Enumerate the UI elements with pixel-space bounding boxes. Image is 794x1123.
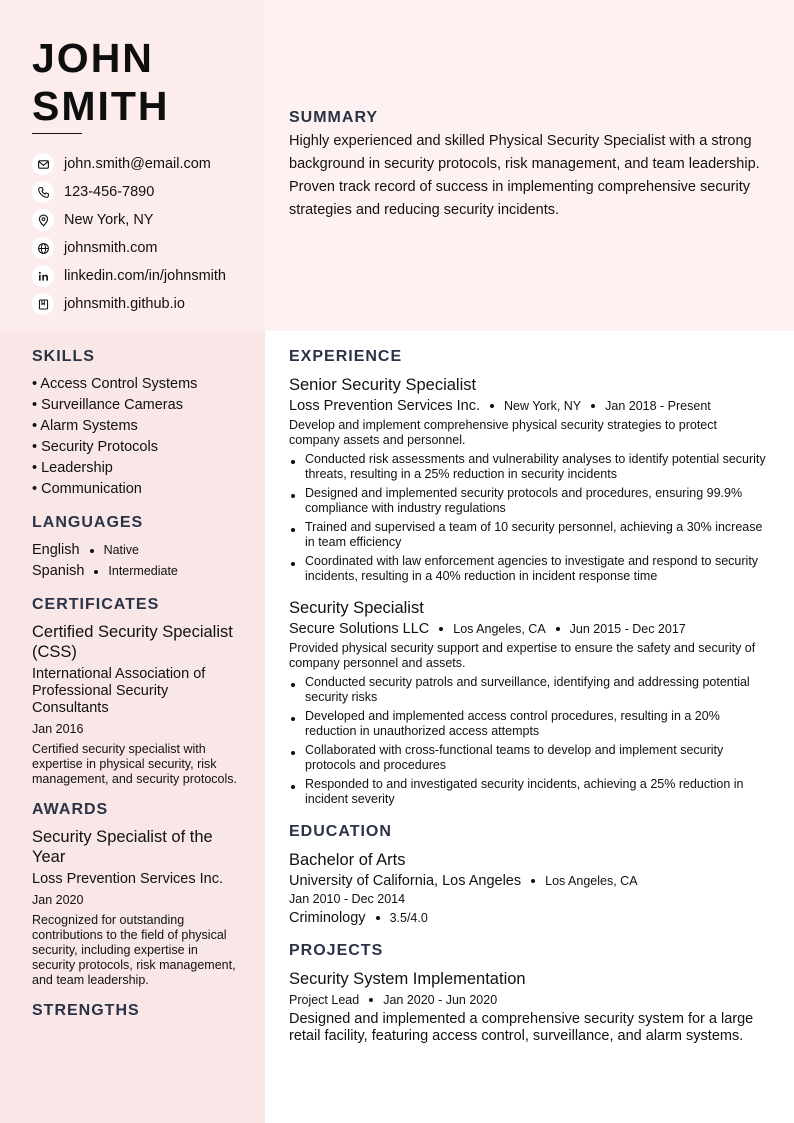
name-line-1: JOHN	[32, 35, 154, 81]
skill-item: • Security Protocols	[32, 439, 158, 455]
education-school-row	[289, 873, 769, 889]
skill-item: • Leadership	[32, 460, 113, 476]
skill-item: • Alarm Systems	[32, 418, 138, 434]
bookmark-icon	[32, 293, 54, 315]
projects-section	[289, 942, 769, 1045]
separator-dot	[376, 916, 380, 920]
contact-location	[32, 206, 226, 234]
project-role: Project Lead	[289, 993, 360, 1007]
education-title: EDUCATION	[289, 823, 392, 840]
language-level: Intermediate	[108, 564, 178, 578]
strengths-title: STRENGTHS	[32, 1002, 140, 1019]
job-description: Provided physical security support and expertise to ensure the safety and security of company personnel and assets.	[289, 641, 756, 670]
job-company: Secure Solutions LLC	[289, 621, 430, 637]
education-gpa: 3.5/4.0	[389, 911, 428, 925]
education-field: Criminology	[289, 910, 366, 926]
education-school: University of California, Los Angeles	[289, 873, 522, 889]
linkedin-icon	[32, 265, 54, 287]
education-location: Los Angeles, CA	[545, 874, 638, 888]
separator-dot	[369, 998, 373, 1002]
location-pin-icon	[32, 209, 54, 231]
experience-title: EXPERIENCE	[289, 348, 403, 365]
language-name: Spanish	[32, 563, 85, 579]
job-title: Security Specialist	[289, 599, 424, 617]
awards-title: AWARDS	[32, 801, 109, 818]
certificates-section	[32, 596, 237, 787]
language-item	[32, 561, 237, 582]
language-item	[32, 540, 237, 561]
experience-section	[289, 348, 769, 807]
languages-title: LANGUAGES	[32, 514, 144, 531]
contact-linkedin-text: linkedin.com/in/johnsmith	[64, 268, 226, 284]
phone-icon	[32, 181, 54, 203]
job-bullet: Trained and supervised a team of 10 security personnel, achieving a 30% increase in team efficiency	[289, 520, 769, 550]
separator-dot	[490, 404, 494, 408]
job-meta	[289, 621, 769, 637]
job-bullet: Responded to and investigated security incidents, achieving a 25% reduction in incident severity	[289, 777, 769, 807]
language-name: English	[32, 542, 80, 558]
education-dates: Jan 2010 - Dec 2014	[289, 892, 406, 906]
job-bullets	[289, 452, 769, 584]
project-dates: Jan 2020 - Jun 2020	[383, 993, 498, 1007]
job-bullet: Developed and implemented access control procedures, resulting in a 20% reduction in unauthorized access attempts	[289, 709, 769, 739]
contact-email[interactable]	[32, 150, 226, 178]
job-bullet: Designed and implemented security protocols and procedures, ensuring 99.9% compliance with industry regulations	[289, 486, 769, 516]
contact-phone-text: 123-456-7890	[64, 184, 155, 200]
job-bullet: Conducted security patrols and surveillance, identifying and addressing potential security risks	[289, 675, 769, 705]
job-entry	[289, 375, 769, 584]
separator-dot	[556, 627, 560, 631]
contact-github[interactable]	[32, 290, 226, 318]
job-bullet: Coordinated with law enforcement agencies to investigate and respond to security incidents, resulting in a 40% reduction in incident response time	[289, 554, 769, 584]
skills-section	[32, 348, 237, 500]
summary-title: SUMMARY	[289, 109, 379, 126]
award-issuer: Loss Prevention Services Inc.	[32, 871, 224, 887]
projects-title: PROJECTS	[289, 942, 384, 959]
contact-phone[interactable]	[32, 178, 226, 206]
left-column	[32, 348, 237, 1034]
contact-website[interactable]	[32, 234, 226, 262]
award-name: Security Specialist of the Year	[32, 828, 213, 866]
right-column	[289, 348, 769, 1061]
name-underline	[32, 133, 82, 134]
contact-location-text: New York, NY	[64, 212, 154, 228]
job-title: Senior Security Specialist	[289, 376, 477, 394]
certificate-issuer: International Association of Professional Security Consultants	[32, 666, 206, 716]
project-title: Security System Implementation	[289, 970, 526, 988]
award-date: Jan 2020	[32, 893, 84, 907]
separator-dot	[531, 879, 535, 883]
certificate-name: Certified Security Specialist (CSS)	[32, 623, 233, 661]
language-level: Native	[103, 543, 139, 557]
job-bullet: Conducted risk assessments and vulnerability analyses to identify potential security threats, resulting in a 25% reduction in security incidents	[289, 452, 769, 482]
contact-linkedin[interactable]	[32, 262, 226, 290]
name-line-2: SMITH	[32, 83, 170, 129]
education-section	[289, 823, 769, 926]
contact-github-text: johnsmith.github.io	[64, 296, 185, 312]
mail-icon	[32, 153, 54, 175]
contact-list	[32, 150, 226, 318]
summary-section	[289, 109, 769, 222]
job-meta	[289, 398, 769, 414]
job-location: Los Angeles, CA	[453, 622, 546, 636]
education-degree: Bachelor of Arts	[289, 851, 406, 869]
certificates-title: CERTIFICATES	[32, 596, 160, 613]
separator-dot	[591, 404, 595, 408]
skill-item: • Surveillance Cameras	[32, 397, 183, 413]
separator-dot	[439, 627, 443, 631]
education-field-row	[289, 910, 769, 926]
job-location: New York, NY	[504, 399, 582, 413]
certificate-description: Certified security specialist with expertise in physical security, risk management, and security protocols.	[32, 742, 237, 786]
awards-section	[32, 801, 237, 988]
skill-item: • Access Control Systems	[32, 376, 198, 392]
certificate-date: Jan 2016	[32, 722, 84, 736]
project-description: Designed and implemented a comprehensive security system for a large retail facility, featuring access control, surveillance, and alarm systems.	[289, 1011, 754, 1044]
job-company: Loss Prevention Services Inc.	[289, 398, 481, 414]
job-description: Develop and implement comprehensive physical security strategies to protect company assets and personnel.	[289, 418, 717, 447]
skills-title: SKILLS	[32, 348, 95, 365]
candidate-name	[32, 34, 170, 130]
summary-text: Highly experienced and skilled Physical Security Specialist with a strong background in security protocols, risk management, and team leadership. Proven track record of success in implementing comprehensive security strategies and reducing security incidents.	[289, 133, 760, 218]
job-entry	[289, 598, 769, 807]
job-bullets	[289, 675, 769, 807]
award-description: Recognized for outstanding contributions to the field of physical security, including expertise in security protocols, risk management, and team leadership.	[32, 913, 236, 987]
separator-dot	[90, 549, 94, 553]
globe-icon	[32, 237, 54, 259]
separator-dot	[94, 570, 98, 574]
languages-section	[32, 514, 237, 582]
strengths-section	[32, 1002, 237, 1020]
job-bullet: Collaborated with cross-functional teams to develop and implement security protocols and procedures	[289, 743, 769, 773]
skill-item: • Communication	[32, 481, 142, 497]
job-dates: Jan 2018 - Present	[605, 399, 711, 413]
job-dates: Jun 2015 - Dec 2017	[569, 622, 686, 636]
contact-email-text: john.smith@email.com	[64, 156, 211, 172]
contact-website-text: johnsmith.com	[64, 240, 158, 256]
project-meta	[289, 993, 769, 1007]
